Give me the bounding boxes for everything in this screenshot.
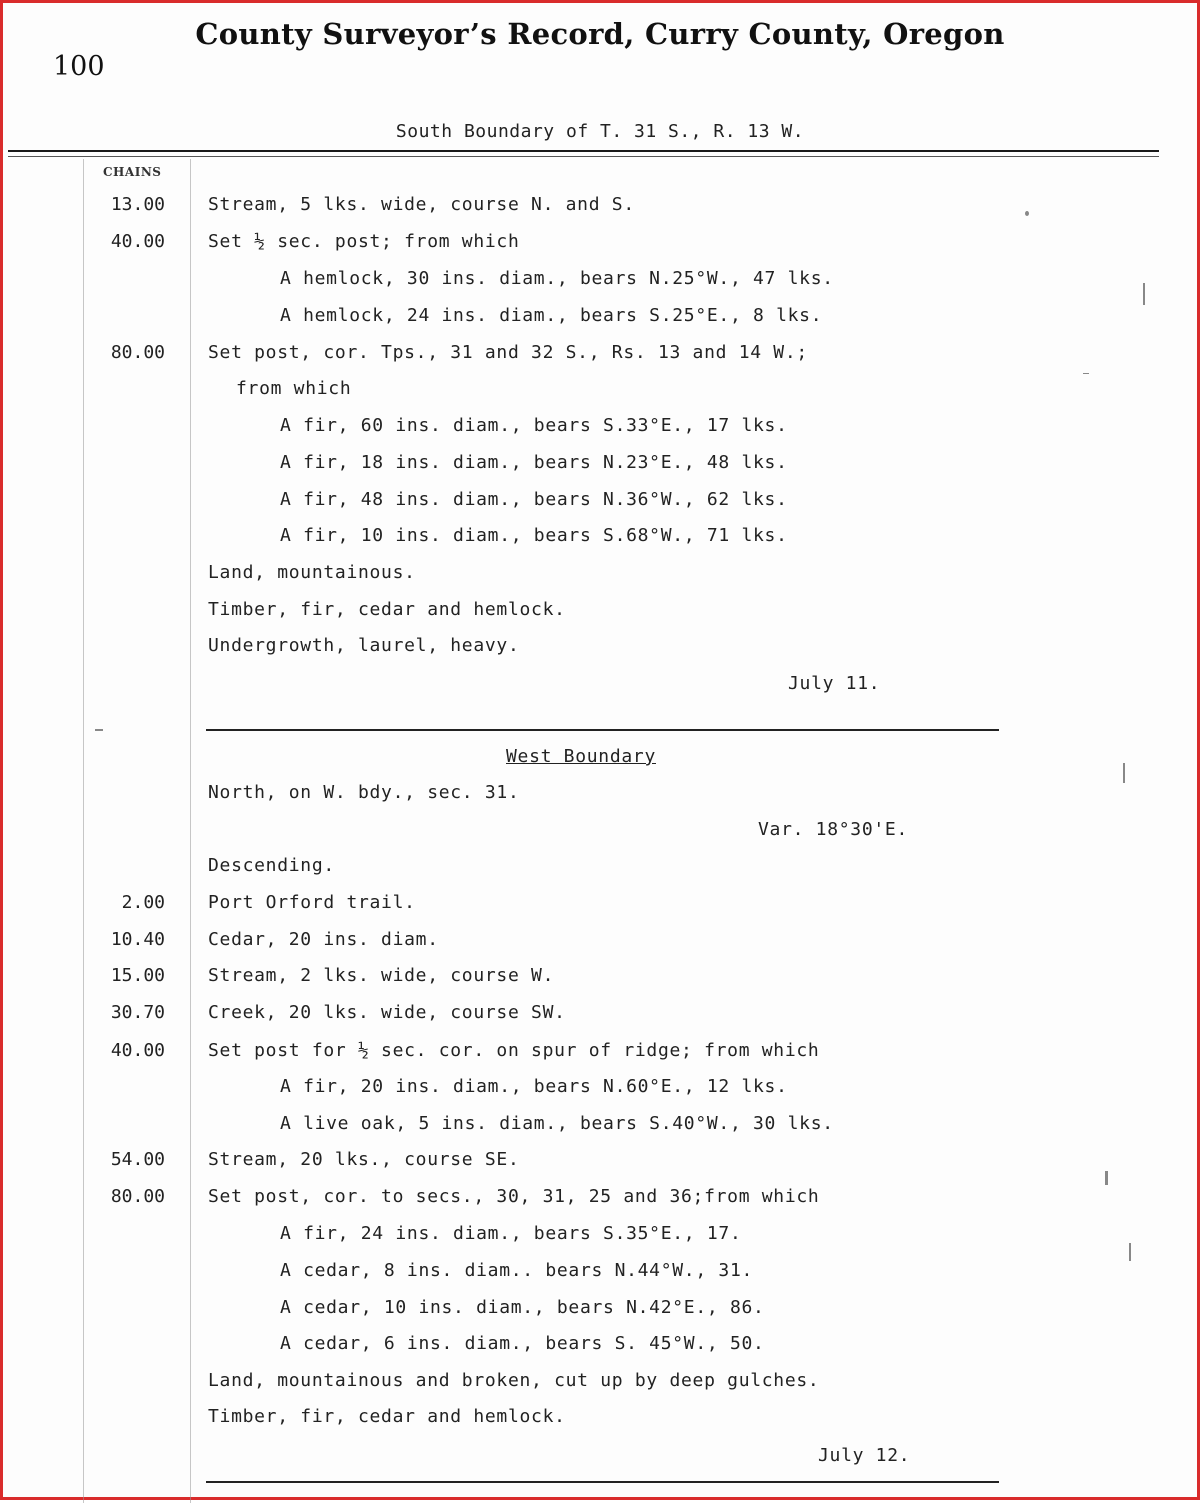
list-item	[3, 415, 1200, 445]
list-item	[3, 1297, 1200, 1327]
entry-text: A fir, 20 ins. diam., bears N.60°E., 12 lks.	[280, 1076, 788, 1097]
list-item	[3, 1260, 1200, 1290]
header-rule	[8, 150, 1159, 152]
entry-text: Timber, fir, cedar and hemlock.	[208, 1406, 566, 1427]
date-text: July 11.	[788, 673, 881, 694]
entry-text: Land, mountainous and broken, cut up by deep gulches.	[208, 1370, 820, 1391]
entry-text: Creek, 20 lks. wide, course SW.	[208, 1002, 566, 1023]
list-item	[3, 305, 1200, 335]
list-item	[3, 599, 1200, 629]
entry-text: Port Orford trail.	[208, 892, 416, 913]
list-item	[3, 562, 1200, 592]
entry-text: Cedar, 20 ins. diam.	[208, 929, 439, 950]
list-item	[3, 194, 1200, 224]
chain-value: 2.00	[121, 892, 165, 913]
list-item	[3, 268, 1200, 298]
list-item	[3, 525, 1200, 555]
entry-text: A live oak, 5 ins. diam., bears S.40°W., 30 lks.	[280, 1113, 834, 1134]
entry-date	[3, 673, 1200, 703]
list-item	[3, 1186, 1200, 1216]
page-number: 100	[53, 51, 105, 82]
section-divider	[206, 729, 999, 731]
entry-text: A hemlock, 30 ins. diam., bears N.25°W., 47 lks.	[280, 268, 834, 289]
entry-text: Set ½ sec. post; from which	[208, 231, 520, 252]
entry-text: Set post, cor. Tps., 31 and 32 S., Rs. 13 and 14 W.;	[208, 342, 808, 363]
list-item	[3, 489, 1200, 519]
entry-text: A fir, 10 ins. diam., bears S.68°W., 71 lks.	[280, 525, 788, 546]
list-item	[3, 635, 1200, 665]
entry-text: A fir, 48 ins. diam., bears N.36°W., 62 lks.	[280, 489, 788, 510]
entry-text: A cedar, 6 ins. diam., bears S. 45°W., 50.	[280, 1333, 765, 1354]
list-item	[3, 929, 1200, 959]
list-item	[3, 452, 1200, 482]
list-item	[3, 1076, 1200, 1106]
chain-value: 54.00	[110, 1149, 165, 1170]
list-item	[3, 1113, 1200, 1143]
chain-value: 10.40	[110, 929, 165, 950]
page-title: County Surveyor’s Record, Curry County, Oregon	[195, 17, 1005, 51]
entry-text: A cedar, 10 ins. diam., bears N.42°E., 86.	[280, 1297, 765, 1318]
list-item	[3, 819, 1200, 849]
list-item	[3, 1149, 1200, 1179]
list-item	[3, 342, 1200, 372]
list-item	[3, 1002, 1200, 1032]
entry-text: Stream, 5 lks. wide, course N. and S.	[208, 194, 635, 215]
chains-column-header: CHAINS	[103, 165, 162, 179]
entry-date	[3, 1445, 1200, 1475]
chain-value: 40.00	[110, 231, 165, 252]
section-heading: West Boundary	[506, 746, 656, 767]
section-divider	[206, 1481, 999, 1483]
list-item	[3, 1223, 1200, 1253]
entry-text: Set post for ½ sec. cor. on spur of ridge; from which	[208, 1040, 820, 1061]
entry-text: Timber, fir, cedar and hemlock.	[208, 599, 566, 620]
entry-text: from which	[236, 378, 352, 399]
entry-text: Set post, cor. to secs., 30, 31, 25 and 36;from which	[208, 1186, 820, 1207]
header-rule-thin	[8, 156, 1159, 157]
entry-text: Undergrowth, laurel, heavy.	[208, 635, 520, 656]
section-subtitle: South Boundary of T. 31 S., R. 13 W.	[395, 121, 805, 142]
variation-text: Var. 18°30'E.	[758, 819, 908, 840]
entry-text: Stream, 20 lks., course SE.	[208, 1149, 520, 1170]
list-item	[3, 1406, 1200, 1436]
chain-value: 80.00	[110, 1186, 165, 1207]
entry-text: A cedar, 8 ins. diam.. bears N.44°W., 31.	[280, 1260, 754, 1281]
entry-text: Descending.	[208, 855, 335, 876]
course-text: North, on W. bdy., sec. 31.	[208, 782, 520, 803]
entry-text: A fir, 24 ins. diam., bears S.35°E., 17.	[280, 1223, 742, 1244]
chain-value: 30.70	[110, 1002, 165, 1023]
entry-text: A fir, 60 ins. diam., bears S.33°E., 17 lks.	[280, 415, 788, 436]
list-item	[3, 378, 1200, 408]
list-item	[3, 1333, 1200, 1363]
list-item	[3, 1040, 1200, 1070]
list-item	[3, 782, 1200, 812]
entry-text: Land, mountainous.	[208, 562, 416, 583]
entry-text: A fir, 18 ins. diam., bears N.23°E., 48 lks.	[280, 452, 788, 473]
entry-text: A hemlock, 24 ins. diam., bears S.25°E., 8 lks.	[280, 305, 823, 326]
entry-text: Stream, 2 lks. wide, course W.	[208, 965, 555, 986]
chain-value: 13.00	[110, 194, 165, 215]
list-item	[3, 231, 1200, 261]
list-item	[3, 855, 1200, 885]
date-text: July 12.	[818, 1445, 911, 1466]
chain-value: 40.00	[110, 1040, 165, 1061]
list-item	[3, 965, 1200, 995]
chain-value: 15.00	[110, 965, 165, 986]
list-item	[3, 892, 1200, 922]
chain-value: 80.00	[110, 342, 165, 363]
list-item	[3, 1370, 1200, 1400]
